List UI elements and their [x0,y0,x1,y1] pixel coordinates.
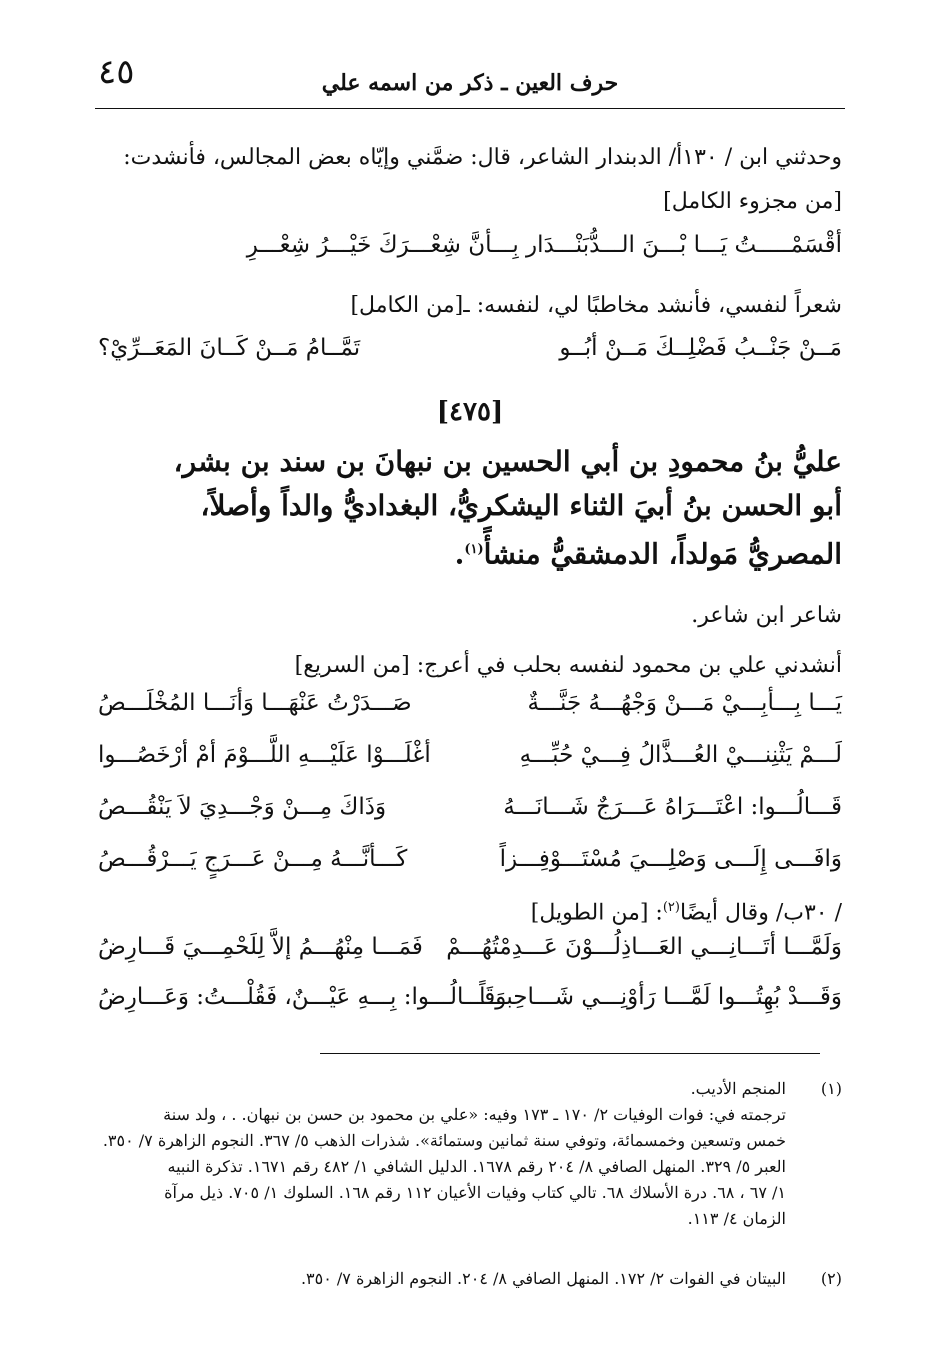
footnote-ref: (١) [464,542,484,557]
verse-hemistich: وَلَمَّـــا أتَـــانِـــي العَـــاذِلُـــوْنَ عَـــدِمْتُهُـــمْ [446,934,842,960]
verse-hemistich: يَـــا بِـــأبِـــيْ مَـــنْ وَجْهُـــهُ جَنَّـــةٌ [527,690,842,716]
header-divider [95,108,845,109]
entry-heading [98,440,842,576]
footnote-line: البيتان في الفوات ٢/ ١٧٢. المنهل الصافي ٨/ ٢٠٤. النجوم الزاهرة ٧/ ٣٥٠. [300,1269,786,1288]
verse-hemistich: كَـــأنَّـــهُ مِـــنْ عَـــرَجٍ يَـــرْقُـــصُ [98,846,408,872]
verse-line [98,984,842,1020]
verse-hemistich: فَمَـــا مِنْهُـــمُ إلاَّ لِلَحْمِـــيَ قَـــارِضُ [98,934,423,960]
verse-hemistich: وَذَاكَ مِـــنْ وَجْـــدِيَ لاَ يَنْقُـــصُ [98,794,387,820]
body-text: / ٣٠ب/ وقال أيضًا [679,900,842,926]
verse-hemistich: قَـــالُـــوا: اعْتَـــرَاهُ عَـــرَجٌ شَـــانَـــهُ [503,794,842,820]
entry-name-end: . [454,537,465,571]
verse-hemistich: وَافَـــى إِلَـــى وَصْلِـــيَ مُسْتَـــوْفِـــزاً [499,846,842,872]
footnote-divider [320,1053,820,1054]
footnote-line: العبر ٥/ ٣٢٩. المنهل الصافي ٨/ ٢٠٤ رقم ١٦٧٨. الدليل الشافي ١/ ٤٨٢ رقم ١٦٧١. تذكرة النبيه [167,1157,786,1176]
verse-hemistich: تَمَّــامُ مَــنْ كَــانَ المَعَــرِّيْ؟ [98,335,361,361]
footnote-line: ١/ ٦٧ ، ٦٨. درة الأسلاك ٦٨. تالي كتاب وفيات الأعيان ١١٢ رقم ١٦٨. السلوك ١/ ٧٠٥. ذيل مرآة [164,1183,786,1202]
verse-hemistich: أقْسَمْـــــتُ يَـــا بْـــنَ الـــدُّبَنْـــدَار بِـــأنَّ شِعْـــرَكَ خَيْـــرُ شِعْـــرِ [246,232,842,258]
running-title: حرف العين ـ ذكر من اسمه علي [321,70,619,96]
entry-name-text: المصريُّ مَولداً، الدمشقيُّ منشأً [483,537,842,571]
body-line [98,892,842,929]
verse-hemistich: وَقَـــالُـــوا: بِـــهِ عَيْـــنٌ، فَقُلْـــتُ: وَعَـــارِضُ [98,984,507,1010]
verse-line [98,846,842,882]
footnote-line: خمس وتسعين وخمسمائة، وتوفي سنة ثمانين وستمائة». شذرات الذهب ٥/ ٣٦٧. النجوم الزاهرة ٧/ ٣٥٠. [102,1131,786,1150]
verse-hemistich: لَـــمْ يَثْنِنـــيْ العُـــذَّالُ فِـــيْ حُبِّـــهِ [519,742,842,768]
footnote-body [98,1266,786,1292]
entry-name-line: عليُّ بنُ محمودِ بن أبي الحسين بن نبهانَ بن سند بن بشر، [173,445,842,478]
footnote [98,1076,842,1232]
verse-line [98,690,842,726]
footnote-mark: (٢) [820,1269,842,1288]
page-number: ٤٥ [98,52,135,92]
footnote-line: ترجمته في: فوات الوفيات ٢/ ١٧٠ ـ ١٧٣ وفيه: «علي بن محمود بن حسن بن نبهان. . ، ولد سنة [163,1105,786,1124]
verse-line [98,742,842,778]
intro-line: شعراً لنفسي، فأنشد مخاطبًا لي، لنفسه: ـ[من الكامل] [350,293,842,318]
verse-line [98,934,842,970]
footnote-mark: (١) [820,1079,842,1098]
intro-line: وحدثني ابن / ١٣٠أ/ الدبندار الشاعر، قال: ضمَّني وإيّاه بعض المجالس، فأنشدت: [123,145,842,170]
verse-hemistich: أغْلَـــوْا عَلَيْـــهِ اللَّـــوْمَ أمْ أرْخَصُـــوا [98,742,431,768]
verse-line [98,232,842,268]
verse-line [98,794,842,830]
footnote-line: المنجم الأديب. [690,1079,786,1098]
body-line: أنشدني علي بن محمود لنفسه بحلب في أعرج: [من السريع] [294,653,842,678]
verse-line [98,335,842,371]
verse-hemistich: صَـــدَرْتُ عَنْهَـــا وَأنَـــا المُخْلَـــصُ [98,690,412,716]
body-line: شاعر ابن شاعر. [691,603,842,628]
footnote [98,1266,842,1292]
meter-label: [من مجزوء الكامل] [663,189,842,214]
footnote-line: الزمان ٤/ ١١٣. [687,1209,786,1228]
entry-number: [٤٧٥] [436,397,504,427]
footnote-body [98,1076,786,1232]
meter-label: : [من الطويل] [530,900,663,926]
entry-name-line [98,528,842,576]
footnote-ref: (٢) [662,900,680,915]
entry-name-line: أبو الحسن بنُ أبيَ الثناء اليشكريُّ، البغداديُّ والداً وأصلاً، [200,489,842,522]
verse-hemistich: وَقَـــدْ بُهِتُـــوا لَمَّـــا رَأوْنِـــي شَـــاحِبـــاً [479,984,842,1010]
verse-hemistich: مَــنْ جَنْــبُ فَضْلِــكَ مَــنْ أبُــو [559,335,842,361]
